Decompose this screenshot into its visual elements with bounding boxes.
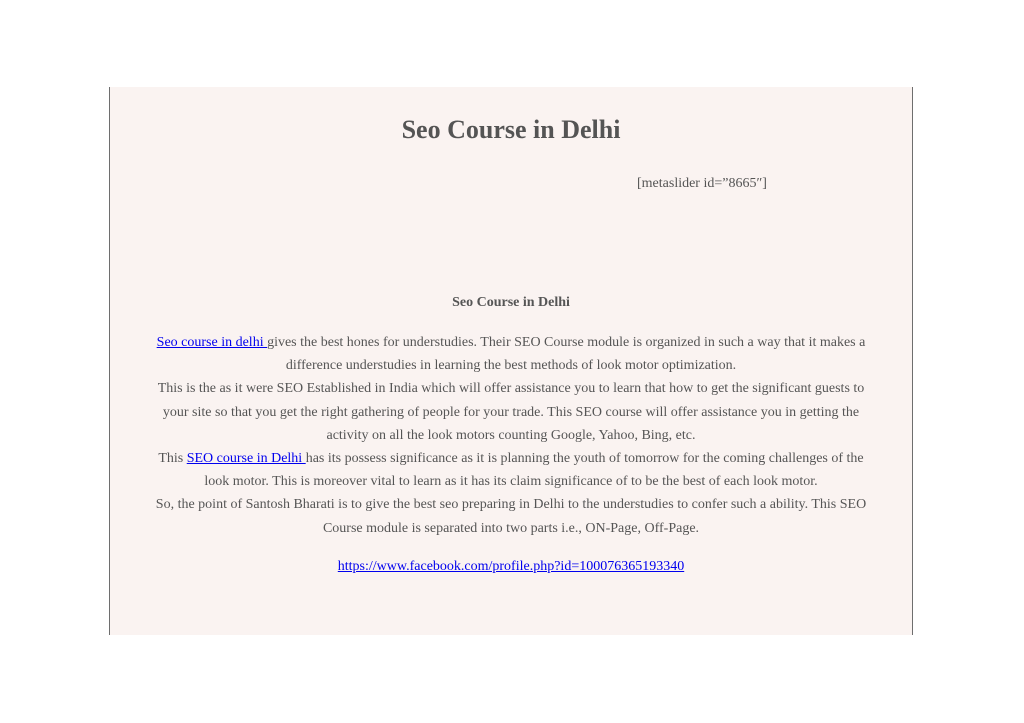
seo-course-link-1[interactable]: Seo course in delhi — [156, 335, 268, 350]
section-heading: Seo Course in Delhi — [452, 295, 570, 310]
document-page — [109, 87, 913, 635]
facebook-profile-link[interactable]: https://www.facebook.com/profile.php?id=100076365193340 — [337, 559, 685, 574]
paragraph-4: So, the point of Santosh Bharati is to give the best seo preparing in Delhi to the understudies to confer such a ability. This SEO Course module is separated into two parts i.e., ON-Page, Off-Page. — [155, 497, 867, 536]
metaslider-shortcode: [metaslider id=”8665″] — [637, 176, 767, 191]
article-body — [150, 331, 872, 540]
paragraph-3-text: has its possess significance as it is planning the youth of tomorrow for the coming challenges of the look motor. This is moreover vital to learn as it has its claim significance of to be the best of each look motor. — [204, 451, 864, 490]
paragraph-1 — [150, 331, 872, 377]
paragraph-3-prefix: This — [158, 451, 187, 467]
paragraph-3 — [150, 447, 872, 493]
paragraph-2: This is the as it were SEO Established in India which will offer assistance you to learn that how to get the significant guests to your site so that you get the right gathering of people for your trade. This SEO course will offer assistance you in getting the activity on all the look motors counting Google, Yahoo, Bing, etc. — [157, 381, 865, 443]
paragraph-1-text: gives the best hones for understudies. Their SEO Course module is organized in such a way that it makes a difference understudies in learning the best methods of look motor optimization. — [267, 335, 866, 374]
page-title: Seo Course in Delhi — [401, 115, 621, 144]
seo-course-link-2[interactable]: SEO course in Delhi — [186, 451, 306, 467]
facebook-link-row — [110, 559, 912, 575]
